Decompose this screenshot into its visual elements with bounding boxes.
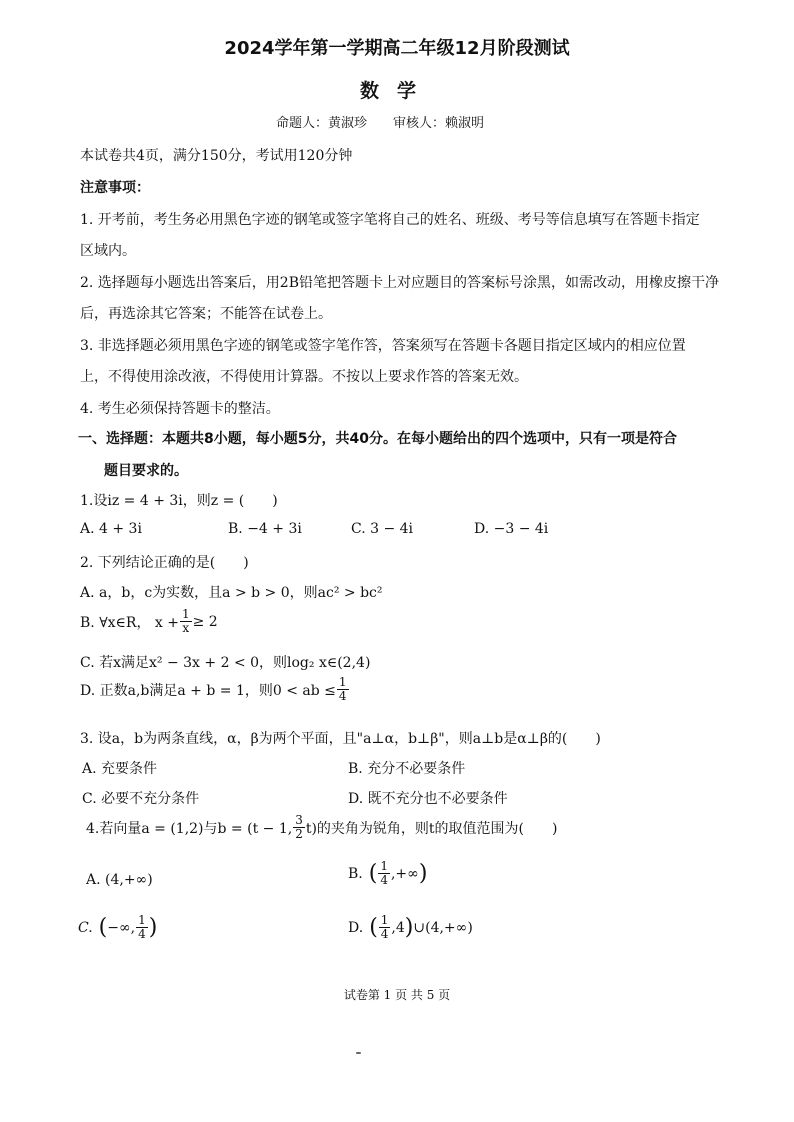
q4-stem-suffix: t)的夹角为锐角，则t的取值范围为( ) bbox=[305, 820, 558, 837]
q4-option-d-label: D. bbox=[348, 919, 364, 936]
q4-option-c-inner: −∞, bbox=[107, 919, 136, 936]
q3-option-d: D. 既不充分也不必要条件 bbox=[348, 791, 508, 807]
fraction-denominator: 4 bbox=[380, 873, 388, 888]
q3-stem: 3. 设a，b为两条直线，α，β为两个平面，且"a⊥α，b⊥β"，则a⊥b是α⊥β的( ) bbox=[80, 731, 601, 747]
fraction-denominator: 4 bbox=[380, 927, 389, 942]
q4-option-a: A. (4,+∞) bbox=[86, 872, 153, 888]
q4-option-d bbox=[348, 914, 473, 941]
exam-title: 2024学年第一学期高二年级12月阶段测试 bbox=[224, 38, 570, 59]
q4-option-c-fraction bbox=[136, 914, 148, 941]
note-1-line1: 1. 开考前，考生务必用黑色字迹的钢笔或签字笔将自己的姓名、班级、考号等信息填写在答题卡指定 bbox=[80, 212, 700, 228]
left-paren-icon: ( bbox=[369, 915, 378, 941]
q1-option-b: B. −4 + 3i bbox=[228, 521, 302, 537]
q3-option-b: B. 充分不必要条件 bbox=[348, 761, 466, 777]
q3-option-c: C. 必要不充分条件 bbox=[82, 791, 200, 807]
fraction-denominator: 4 bbox=[338, 689, 347, 704]
q2-option-b bbox=[80, 608, 218, 635]
q1-option-c: C. 3 − 4i bbox=[351, 521, 414, 537]
section-heading-line2: 题目要求的。 bbox=[104, 463, 188, 479]
fraction-numerator: 3 bbox=[295, 813, 303, 827]
page-footer: 试卷第 1 页 共 5 页 bbox=[343, 988, 451, 1002]
authors-line: 命题人：黄淑珍 审核人：赖淑明 bbox=[276, 116, 485, 131]
q4-option-d-rest: ,4 bbox=[391, 919, 405, 936]
fraction-denominator: 2 bbox=[295, 827, 303, 842]
note-3-line2: 上，不得使用涂改液，不得使用计算器。不按以上要求作答的答案无效。 bbox=[80, 369, 528, 385]
subject-title: 数学 bbox=[359, 80, 434, 102]
fraction-numerator: 1 bbox=[138, 913, 146, 927]
q4-option-d-fraction bbox=[379, 914, 391, 941]
fraction-denominator: x bbox=[182, 621, 190, 636]
note-4: 4. 考生必须保持答题卡的整洁。 bbox=[80, 401, 280, 417]
q4-option-c bbox=[78, 914, 157, 941]
fraction-numerator: 1 bbox=[338, 675, 347, 689]
right-paren-icon: ) bbox=[404, 915, 414, 941]
exam-info: 本试卷共4页，满分150分，考试用120分钟 bbox=[80, 148, 353, 164]
q2-option-d-fraction bbox=[337, 676, 349, 703]
fraction-denominator: 4 bbox=[138, 927, 146, 942]
note-1-line2: 区域内。 bbox=[80, 243, 136, 259]
note-3-line1: 3. 非选择题必须用黑色字迹的钢笔或签字笔作答，答案须写在答题卡各题目指定区域内的相应位置 bbox=[80, 338, 686, 354]
q2-stem: 2. 下列结论正确的是( ) bbox=[80, 555, 249, 571]
note-2-line1: 2. 选择题每小题选出答案后，用2B铅笔把答题卡上对应题目的答案标号涂黑，如需改动，用橡皮擦干净 bbox=[80, 275, 720, 291]
q4-option-b-rest: ,+∞ bbox=[390, 865, 419, 882]
q2-option-d bbox=[80, 676, 350, 703]
q4-option-b-fraction bbox=[378, 860, 390, 887]
left-paren-icon: ( bbox=[98, 915, 108, 941]
q2-option-b-suffix: ≥ 2 bbox=[192, 613, 218, 630]
fraction-numerator: 1 bbox=[380, 859, 388, 873]
q1-option-d: D. −3 − 4i bbox=[474, 521, 549, 537]
q4-stem-fraction bbox=[293, 814, 305, 841]
q2-option-b-prefix: B. ∀x∈R， x + bbox=[80, 614, 179, 631]
q2-option-b-fraction bbox=[180, 608, 192, 635]
q2-option-d-prefix: D. 正数a,b满足a + b = 1，则0 < ab ≤ bbox=[80, 682, 336, 699]
q1-stem: 1.设iz = 4 + 3i，则z = ( ) bbox=[80, 493, 278, 509]
scan-speck bbox=[356, 1052, 361, 1054]
note-2-line2: 后，再选涂其它答案；不能答在试卷上。 bbox=[80, 306, 332, 322]
q1-option-a: A. 4 + 3i bbox=[80, 521, 142, 537]
right-paren-icon: ) bbox=[148, 915, 158, 941]
fraction-numerator: 1 bbox=[380, 913, 389, 927]
q4-stem bbox=[86, 814, 557, 841]
q2-option-a: A. a，b，c为实数，且a > b > 0，则ac² > bc² bbox=[80, 585, 383, 601]
q4-option-c-label: C. bbox=[78, 919, 93, 936]
q4-option-b bbox=[348, 860, 427, 887]
q2-option-c: C. 若x满足x² − 3x + 2 < 0，则log₂ x∈(2,4) bbox=[80, 655, 371, 671]
notice-heading: 注意事项： bbox=[80, 180, 150, 196]
q4-option-b-label: B. bbox=[348, 865, 363, 882]
q3-option-a: A. 充要条件 bbox=[82, 761, 158, 777]
q4-stem-prefix: 4.若向量a = (1,2)与b = (t − 1, bbox=[86, 820, 293, 837]
fraction-numerator: 1 bbox=[181, 607, 190, 621]
q4-option-d-union: ∪(4,+∞) bbox=[413, 919, 473, 936]
section-heading-line1: 一、选择题：本题共8小题，每小题5分，共40分。在每小题给出的四个选项中，只有一项是符合 bbox=[78, 431, 677, 447]
left-paren-icon: ( bbox=[368, 861, 378, 887]
right-paren-icon: ) bbox=[418, 861, 428, 887]
